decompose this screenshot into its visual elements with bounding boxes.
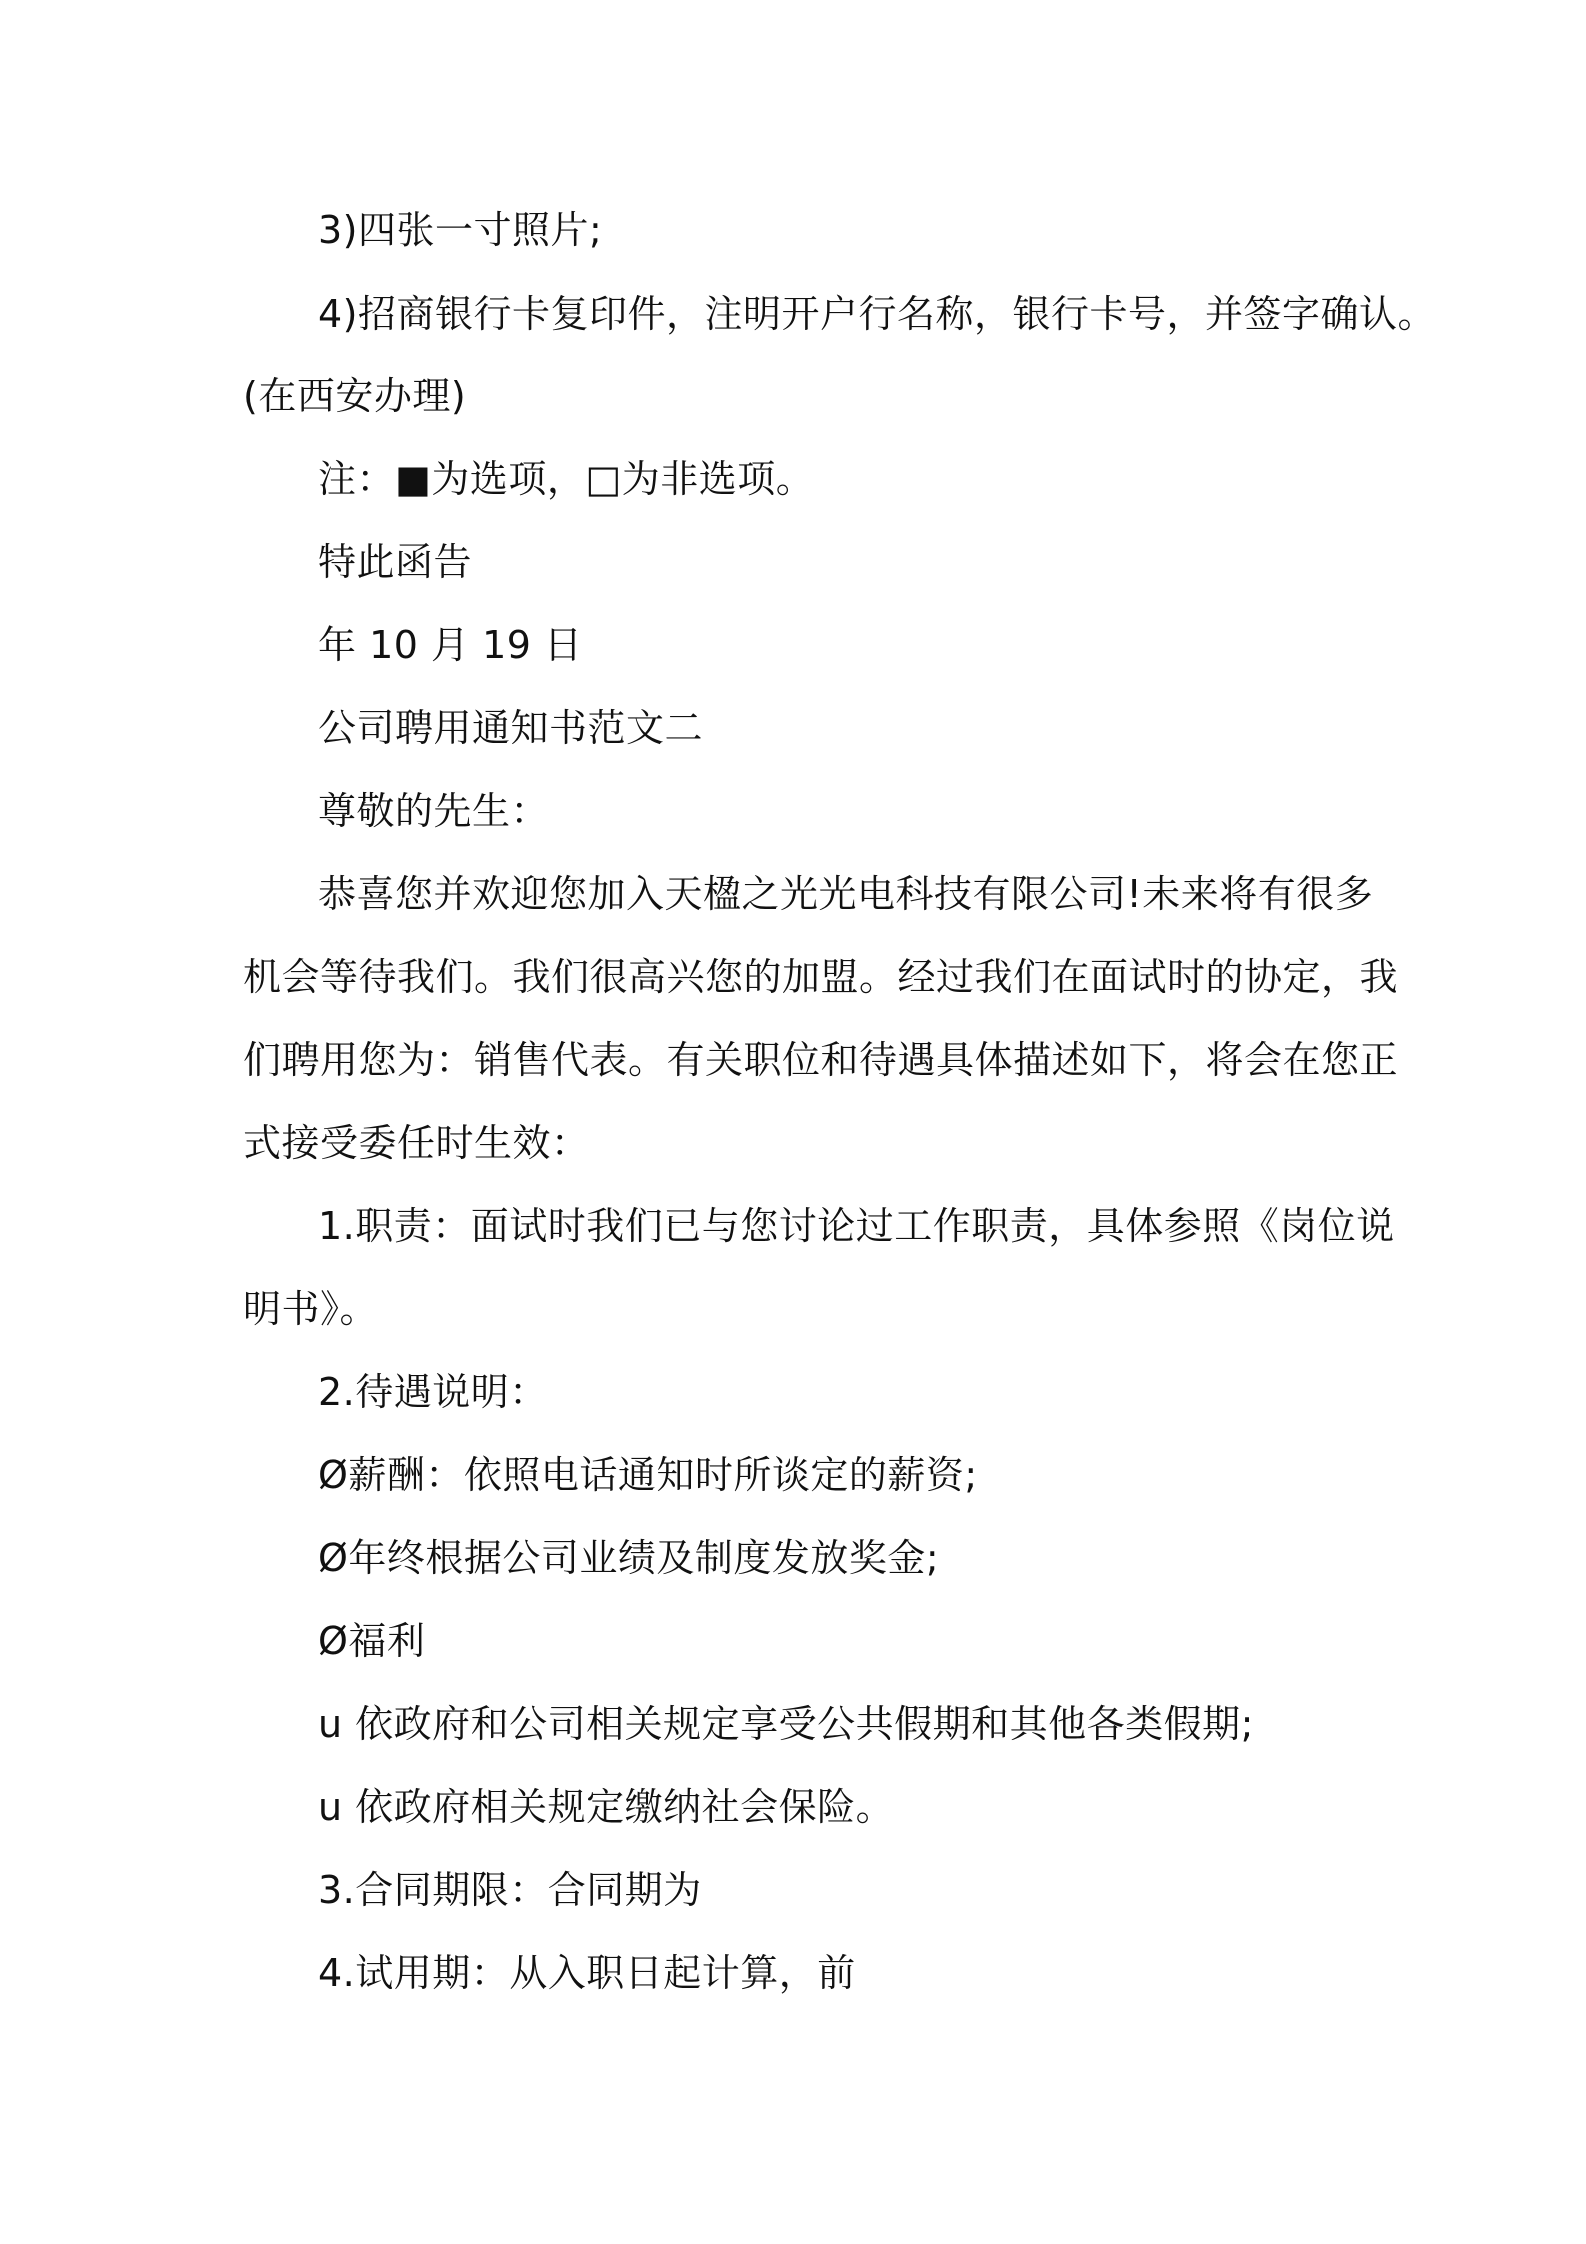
sub-list-item: u 依政府和公司相关规定享受公共假期和其他各类假期; (318, 1702, 1254, 1746)
list-item: Ø薪酬：依照电话通知时所谈定的薪资; (318, 1453, 978, 1497)
probation-line: 4.试用期：从入职日起计算，前 (318, 1951, 856, 1995)
duty-line: 明书》。 (243, 1287, 379, 1331)
list-item: Ø年终根据公司业绩及制度发放奖金; (318, 1536, 940, 1580)
salutation: 尊敬的先生： (318, 789, 550, 833)
paragraph-line: 式接受委任时生效： (243, 1121, 590, 1165)
text-line-photos: 3)四张一寸照片; (318, 208, 603, 252)
text-line-bank-card: 4)招商银行卡复印件，注明开户行名称，银行卡号，并签字确认。 (318, 292, 1437, 336)
text-line-xian: (在西安办理) (243, 374, 467, 418)
duty-line: 1.职责：面试时我们已与您讨论过工作职责，具体参照《岗位说 (318, 1204, 1395, 1248)
contract-term-line: 3.合同期限：合同期为 (318, 1868, 702, 1912)
list-item: Ø福利 (318, 1619, 426, 1663)
sub-list-item: u 依政府相关规定缴纳社会保险。 (318, 1785, 895, 1829)
paragraph-line: 恭喜您并欢迎您加入天楹之光光电科技有限公司!未来将有很多 (318, 872, 1374, 916)
paragraph-line: 机会等待我们。我们很高兴您的加盟。经过我们在面试时的协定，我 (243, 955, 1399, 999)
text-line-notice: 特此函告 (318, 540, 473, 584)
section-title: 公司聘用通知书范文二 (318, 706, 704, 750)
text-line-note: 注：■为选项，□为非选项。 (318, 457, 815, 501)
benefits-heading: 2.待遇说明： (318, 1370, 548, 1414)
text-line-date: 年 10 月 19 日 (318, 623, 583, 667)
paragraph-line: 们聘用您为：销售代表。有关职位和待遇具体描述如下，将会在您正 (243, 1038, 1399, 1082)
